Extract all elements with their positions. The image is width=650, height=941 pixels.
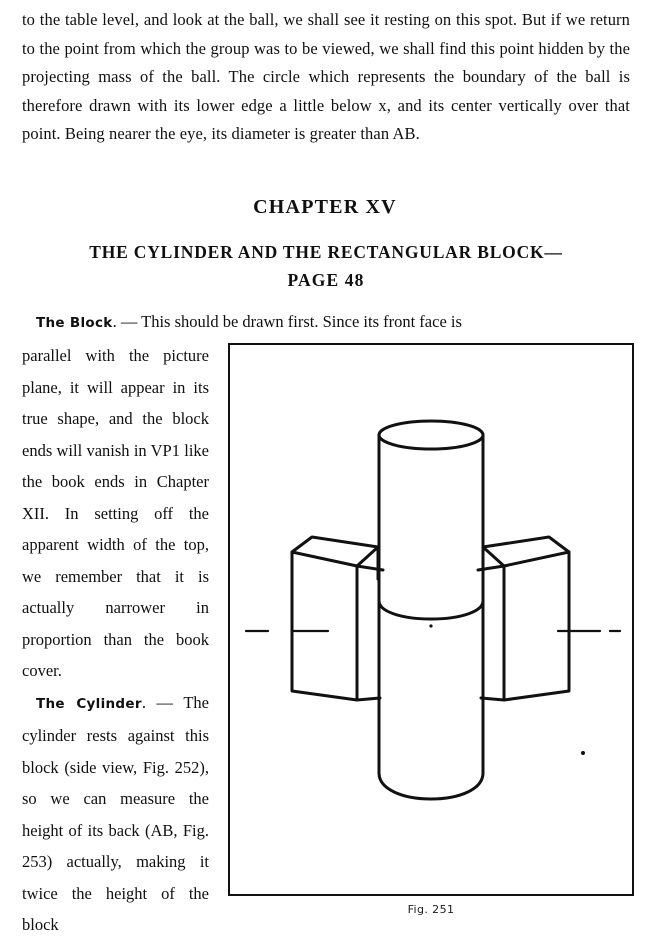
top-paragraph [22,6,630,149]
chapter-title-line-2: PAGE 48 [287,270,365,290]
figure-caption: Fig. 251 [407,903,455,916]
cylinder-runin-label: The Cylinder [36,695,142,712]
chapter-title-line-1: THE CYLINDER AND THE RECTANGULAR BLOCK— [89,242,563,262]
block-left-wing [292,537,378,700]
left-paragraph-2: . — The cylinder rests against this block (side view, Fig. 252), so we can measure the height of its back (AB, Fig. 253) actually, making it twice the height of the block [22,692,210,934]
cylinder-paragraph [22,687,209,941]
block-right-wing [483,537,569,700]
left-paragraph-1: parallel with the picture plane, it will appear in its true shape, and the block ends will vanish in VP1 like the book ends in Chapter XII. In setting off the apparent width of the top, we remember that it is actually narrower in proportion than the book cover. [22,346,209,680]
cylinder-and-block-drawing [228,343,634,896]
left-text-column [22,340,209,941]
block-lead-line [22,308,630,337]
chapter-title [22,238,630,294]
block-lead-text: . — This should be drawn first. Since its front face is [112,312,462,331]
top-paragraph-text: to the table level, and look at the ball, we shall see it resting on this spot. But if we return to the point from which the group was to be viewed, we shall find this point hidden by the projecting mass of the ball. The circle which represents the boundary of the ball is therefore drawn with its lower edge a little below x, and its center vertically over that point. Being nearer the eye, its diameter is greater than AB. [22,10,630,143]
cylinder [379,421,483,799]
block-runin-label: The Block [36,315,113,331]
figure-251 [228,343,636,916]
chapter-number: CHAPTER XV [253,196,397,218]
